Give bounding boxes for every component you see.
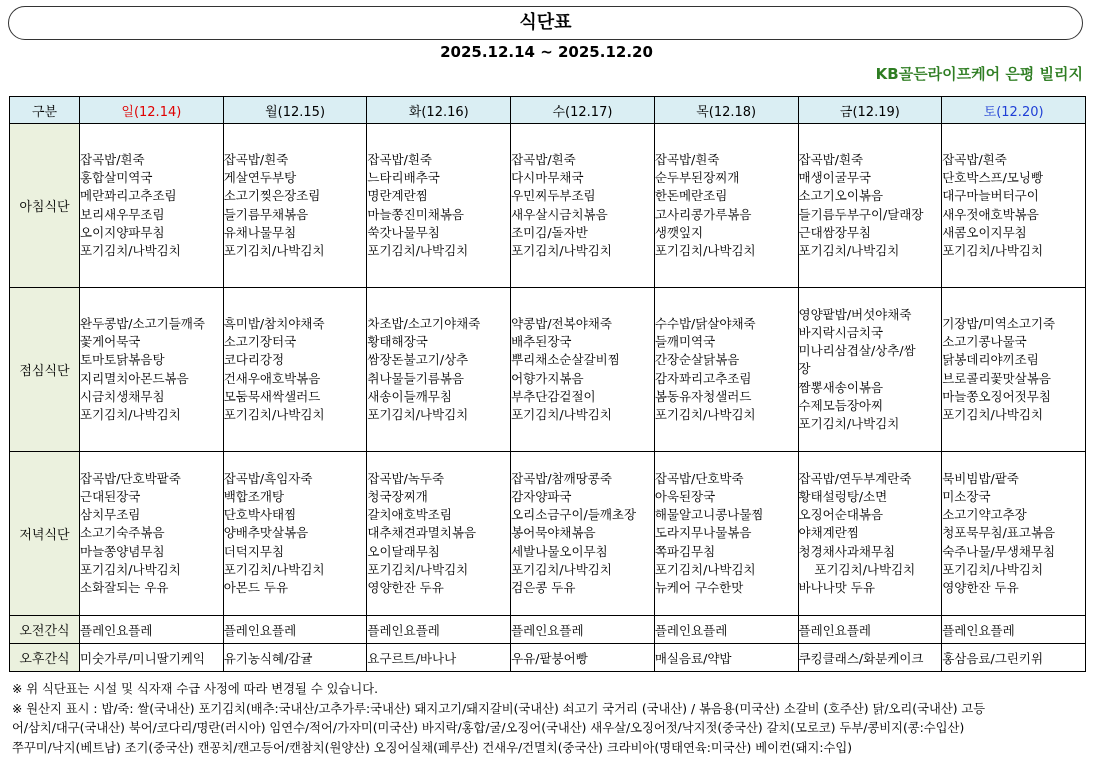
snack-cell: 유기농식혜/감귤 — [223, 644, 367, 672]
snack-cell: 플레인요플레 — [223, 616, 367, 644]
menu-title: 식단표 — [8, 6, 1083, 40]
menu-item: 영양팥밥/버섯야채죽 — [798, 306, 912, 322]
menu-item: 오징어순대볶음 — [798, 507, 884, 523]
menu-item: 소고기약고추장 — [942, 507, 1027, 523]
menu-cell — [798, 124, 942, 288]
menu-item: 바지락시금치국 — [798, 324, 884, 340]
day-header-mon: 월(12.15) — [223, 97, 367, 124]
menu-cell — [798, 288, 942, 452]
snack-cell: 플레인요플레 — [654, 616, 798, 644]
menu-item: 포기김치/나박김치 — [942, 242, 1044, 258]
menu-item: 봉어묵야채볶음 — [511, 525, 596, 541]
menu-cell — [511, 288, 655, 452]
day-header-fri: 금(12.19) — [798, 97, 942, 124]
menu-item: 마늘쫑오징어젓무침 — [942, 388, 1051, 404]
menu-item: 숙주나물/무생채무침 — [942, 543, 1056, 559]
menu-item: 백합조개탕 — [223, 488, 285, 504]
menu-item: 포기김치/나박김치 — [223, 242, 325, 258]
menu-item: 메란꽈리고추조림 — [80, 188, 177, 204]
menu-item: 영양한잔 두유 — [942, 580, 1019, 595]
menu-item: 청포묵무침/표고볶음 — [942, 525, 1056, 541]
snack-row-morning — [10, 616, 1086, 644]
menu-item: 대추채견과멸치볶음 — [367, 525, 477, 541]
menu-item: 포기김치/나박김치 — [367, 561, 469, 577]
menu-item: 오이달래무침 — [367, 543, 440, 559]
menu-cell — [942, 288, 1086, 452]
menu-item: 포기김치/나박김치 — [223, 561, 325, 577]
notes — [12, 680, 1084, 758]
menu-item: 바나나맛 두유 — [798, 580, 875, 595]
menu-item: 시금치생채무침 — [80, 388, 165, 404]
menu-item: 뿌리채소순살갈비찜 — [511, 352, 620, 368]
menu-cell — [654, 288, 798, 452]
menu-item: 보리새우무조림 — [80, 206, 165, 222]
menu-item: 미소장국 — [942, 488, 991, 504]
menu-item: 잡곡밥/연두부계란죽 — [798, 470, 912, 486]
menu-item: 잡곡밥/단호박팥죽 — [80, 470, 181, 486]
menu-item: 갈치애호박조림 — [367, 507, 452, 523]
menu-cell — [511, 452, 655, 616]
snack-cell: 플레인요플레 — [80, 616, 224, 644]
menu-item: 간장순살닭볶음 — [654, 352, 740, 368]
menu-item: 포기김치/나박김치 — [942, 561, 1044, 577]
menu-item: 소고기찢은장조림 — [223, 188, 321, 204]
menu-item: 소고기숙주볶음 — [80, 525, 165, 541]
menu-item: 순두부된장찌개 — [654, 170, 740, 186]
menu-item: 묵비빔밥/팥죽 — [942, 470, 1019, 486]
snack-cell: 플레인요플레 — [367, 616, 511, 644]
menu-cell — [942, 452, 1086, 616]
menu-item: 우민찌두부조림 — [511, 188, 596, 204]
snack-row-label: 오전간식 — [10, 616, 80, 644]
menu-item: 수수밥/닭살야채죽 — [654, 315, 756, 331]
menu-item: 닭봉데리야끼조림 — [942, 352, 1039, 368]
menu-item: 아몬드 두유 — [223, 580, 289, 595]
snack-row-afternoon — [10, 644, 1086, 672]
menu-cell — [942, 124, 1086, 288]
note-line: ※ 위 식단표는 시설 및 식자재 수급 사정에 따라 변경될 수 있습니다. — [12, 682, 379, 696]
facility-name: KB골든라이프케어 은평 빌리지 — [875, 65, 1083, 83]
day-header-sat: 토(12.20) — [942, 97, 1086, 124]
menu-item: 흑미밥/참치야채죽 — [223, 315, 325, 331]
menu-item: 아욱된장국 — [654, 488, 716, 504]
menu-item: 포기김치/나박김치 — [798, 416, 900, 431]
weekly-menu-table — [9, 96, 1086, 672]
menu-item: 단호박사태찜 — [223, 507, 297, 523]
menu-item: 잡곡밥/참깨땅콩죽 — [511, 470, 612, 486]
menu-item: 단호박스프/모닝빵 — [942, 170, 1044, 186]
menu-item: 꽃게어묵국 — [80, 334, 141, 350]
menu-item: 잡곡밥/단호박죽 — [654, 470, 744, 486]
menu-item: 느타리배추국 — [367, 170, 440, 186]
day-header-sun: 일(12.14) — [80, 97, 224, 124]
menu-item: 홍합살미역국 — [80, 170, 153, 186]
menu-item: 감자양파국 — [511, 488, 572, 504]
menu-item: 유채나물무침 — [223, 224, 297, 240]
menu-item: 봄동유자청샐러드 — [654, 388, 752, 404]
day-header-wed: 수(12.17) — [511, 97, 655, 124]
menu-item: 근대된장국 — [80, 488, 141, 504]
menu-cell — [80, 288, 224, 452]
menu-item: 포기김치/나박김치 — [223, 406, 325, 422]
menu-item: 쌈장돈불고기/상추 — [367, 352, 469, 368]
snack-row-label: 오후간식 — [10, 644, 80, 672]
menu-item: 잡곡밥/흰죽 — [367, 151, 432, 167]
corner-label: 구분 — [10, 97, 80, 124]
menu-cell — [367, 452, 511, 616]
menu-item: 수제모듬장아찌 — [798, 397, 884, 413]
menu-item: 쪽파김무침 — [654, 543, 716, 559]
menu-item: 황태해장국 — [367, 334, 428, 350]
menu-item: 부추단감겉절이 — [511, 388, 596, 404]
menu-item: 새우살시금치볶음 — [511, 206, 608, 222]
snack-cell: 쿠킹클래스/화분케이크 — [798, 644, 942, 672]
menu-item: 감자꽈리고추조림 — [654, 370, 752, 386]
meal-row-dinner — [10, 452, 1086, 616]
menu-item: 고사리콩가루볶음 — [654, 206, 752, 222]
menu-item: 잡곡밥/흰죽 — [942, 151, 1007, 167]
meal-row-label: 점심식단 — [10, 288, 80, 452]
menu-item: 소고기콩나물국 — [942, 334, 1027, 350]
menu-item: 잡곡밥/흰죽 — [223, 151, 289, 167]
menu-item: 소고기오이볶음 — [798, 188, 884, 204]
menu-item: 포기김치/나박김치 — [511, 561, 612, 577]
menu-item: 포기김치/나박김치 — [798, 242, 900, 258]
menu-item: 브로콜리꽃맛살볶음 — [942, 370, 1051, 386]
snack-cell: 미숫가루/미니딸기케익 — [80, 644, 224, 672]
menu-item: 토마토닭볶음탕 — [80, 352, 165, 368]
menu-item: 더덕지무침 — [223, 543, 285, 559]
menu-item: 소고기장터국 — [223, 334, 297, 350]
menu-item: 포기김치/나박김치 — [80, 242, 181, 258]
menu-item: 마늘쫑양념무침 — [80, 543, 165, 559]
menu-item: 영양한잔 두유 — [367, 580, 444, 595]
menu-item: 황태설렁탕/소면 — [798, 488, 888, 504]
date-range: 2025.12.14 ~ 2025.12.20 — [440, 43, 653, 61]
menu-cell — [223, 288, 367, 452]
menu-item: 미나리삼겹살/상추/쌈 — [798, 343, 916, 359]
note-line: 쭈꾸미/낙지(베트남) 조기(중국산) 캔꽁치/캔고등어/캔참치(원양산) 오징어실채(페루산) 건새우/건멸치(중국산) 크라비아(명태연육:미국산) 베이컨(돼지:수입) — [12, 740, 853, 755]
menu-item: 잡곡밥/흰죽 — [511, 151, 576, 167]
day-header-thu: 목(12.18) — [654, 97, 798, 124]
menu-item: 오이지양파무침 — [80, 224, 165, 240]
menu-item: 도라지무나물볶음 — [654, 525, 752, 541]
menu-cell — [80, 452, 224, 616]
menu-item: 세발나물오이무침 — [511, 543, 608, 559]
menu-item: 삼치무조림 — [80, 507, 141, 523]
menu-item: 소화잘되는 우유 — [80, 580, 169, 595]
menu-item: 들기름무채볶음 — [223, 206, 309, 222]
menu-item: 들깨미역국 — [654, 334, 716, 350]
menu-item: 뉴케어 구수한맛 — [654, 580, 744, 595]
menu-item: 장 — [798, 361, 811, 377]
menu-item: 다시마무채국 — [511, 170, 584, 186]
menu-item: 해물알고니콩나물찜 — [654, 507, 764, 523]
menu-item: 잡곡밥/흰죽 — [654, 151, 720, 167]
menu-item: 포기김치/나박김치 — [654, 406, 756, 422]
menu-item: 포기김치/나박김치 — [798, 561, 916, 577]
menu-item: 차조밥/소고기야채죽 — [367, 315, 481, 331]
menu-cell — [798, 452, 942, 616]
menu-item: 취나물들기름볶음 — [367, 370, 465, 386]
meal-row-lunch — [10, 288, 1086, 452]
menu-item: 어향가지볶음 — [511, 370, 584, 386]
menu-item: 포기김치/나박김치 — [367, 406, 469, 422]
snack-cell: 우유/팥붕어빵 — [511, 644, 655, 672]
snack-cell: 플레인요플레 — [798, 616, 942, 644]
menu-item: 양배추맛살볶음 — [223, 525, 309, 541]
menu-cell — [367, 288, 511, 452]
snack-cell: 매실음료/약밥 — [654, 644, 798, 672]
menu-item: 새송이들깨무침 — [367, 388, 452, 404]
menu-item: 완두콩밥/소고기들깨죽 — [80, 315, 205, 331]
menu-cell — [223, 124, 367, 288]
menu-item: 게살연두부탕 — [223, 170, 297, 186]
note-line: 어/삼치/대구(국내산) 북어/코다리/명란(러시아) 임연수/적어/가자미(미국산) 바지락/홍합/굴/오징어(국내산) 새우살/오징어젓/낙지젓(중국산) 갈치(모로코) 두부/콩비지(콩:수입산) — [12, 721, 965, 735]
menu-item: 잡곡밥/흰죽 — [798, 151, 864, 167]
meal-row-label: 저녁식단 — [10, 452, 80, 616]
menu-item: 들기름두부구이/달래장 — [798, 206, 924, 222]
menu-item: 기장밥/미역소고기죽 — [942, 315, 1056, 331]
menu-item: 포기김치/나박김치 — [80, 561, 181, 577]
menu-item: 새콤오이지무침 — [942, 224, 1027, 240]
menu-item: 약콩밥/전복야채죽 — [511, 315, 612, 331]
menu-item: 포기김치/나박김치 — [80, 406, 181, 422]
menu-item: 야채계란찜 — [798, 525, 859, 541]
menu-item: 매생이굴무국 — [798, 170, 871, 186]
menu-item: 청국장찌개 — [367, 488, 428, 504]
snack-cell: 요구르트/바나나 — [367, 644, 511, 672]
snack-cell: 플레인요플레 — [511, 616, 655, 644]
menu-item: 생깻잎지 — [654, 224, 704, 240]
menu-item: 건새우애호박볶음 — [223, 370, 321, 386]
note-line: ※ 원산지 표시 : 밥/죽: 쌀(국내산) 포기김치(배추:국내산/고추가루:국내산) 돼지고기/돼지갈비(국내산) 쇠고기 국거리 (국내산) / 볶음용(미국산) 소갈비 (호주산) 닭/오리(국내산) 고등 — [12, 701, 986, 716]
menu-item: 근대쌈장무침 — [798, 224, 871, 240]
menu-item: 한돈메란조림 — [654, 188, 728, 204]
menu-item: 포기김치/나박김치 — [511, 406, 612, 422]
menu-item: 짬뽕새송이볶음 — [798, 379, 884, 395]
menu-cell — [367, 124, 511, 288]
meal-row-breakfast — [10, 124, 1086, 288]
menu-item: 포기김치/나박김치 — [654, 561, 756, 577]
snack-cell: 플레인요플레 — [942, 616, 1086, 644]
table-header-row — [10, 97, 1086, 124]
menu-item: 대구마늘버터구이 — [942, 188, 1039, 204]
menu-item: 지리멸치아몬드볶음 — [80, 370, 189, 386]
menu-cell — [511, 124, 655, 288]
menu-cell — [654, 124, 798, 288]
menu-item: 잡곡밥/흰죽 — [80, 151, 145, 167]
menu-item: 마늘쫑진미채볶음 — [367, 206, 465, 222]
menu-item: 포기김치/나박김치 — [511, 242, 612, 258]
menu-item: 쑥갓나물무침 — [367, 224, 440, 240]
menu-item: 코다리강정 — [223, 352, 285, 368]
menu-cell — [654, 452, 798, 616]
meal-row-label: 아침식단 — [10, 124, 80, 288]
menu-item: 포기김치/나박김치 — [367, 242, 469, 258]
menu-item: 모둠묵새싹샐러드 — [223, 388, 321, 404]
snack-cell: 홍삼음료/그린키위 — [942, 644, 1086, 672]
menu-cell — [80, 124, 224, 288]
menu-item: 검은콩 두유 — [511, 580, 576, 595]
menu-item: 배추된장국 — [511, 334, 572, 350]
menu-item: 잡곡밥/녹두죽 — [367, 470, 445, 486]
menu-item: 새우젓애호박볶음 — [942, 206, 1039, 222]
menu-cell — [223, 452, 367, 616]
menu-item: 포기김치/나박김치 — [654, 242, 756, 258]
menu-item: 포기김치/나박김치 — [942, 406, 1044, 422]
day-header-tue: 화(12.16) — [367, 97, 511, 124]
menu-item: 잡곡밥/흑임자죽 — [223, 470, 313, 486]
menu-item: 조미김/돌자반 — [511, 224, 588, 240]
menu-item: 청경채사과채무침 — [798, 543, 896, 559]
menu-item: 오리소금구이/들깨초장 — [511, 507, 637, 523]
menu-item: 명란계란찜 — [367, 188, 428, 204]
